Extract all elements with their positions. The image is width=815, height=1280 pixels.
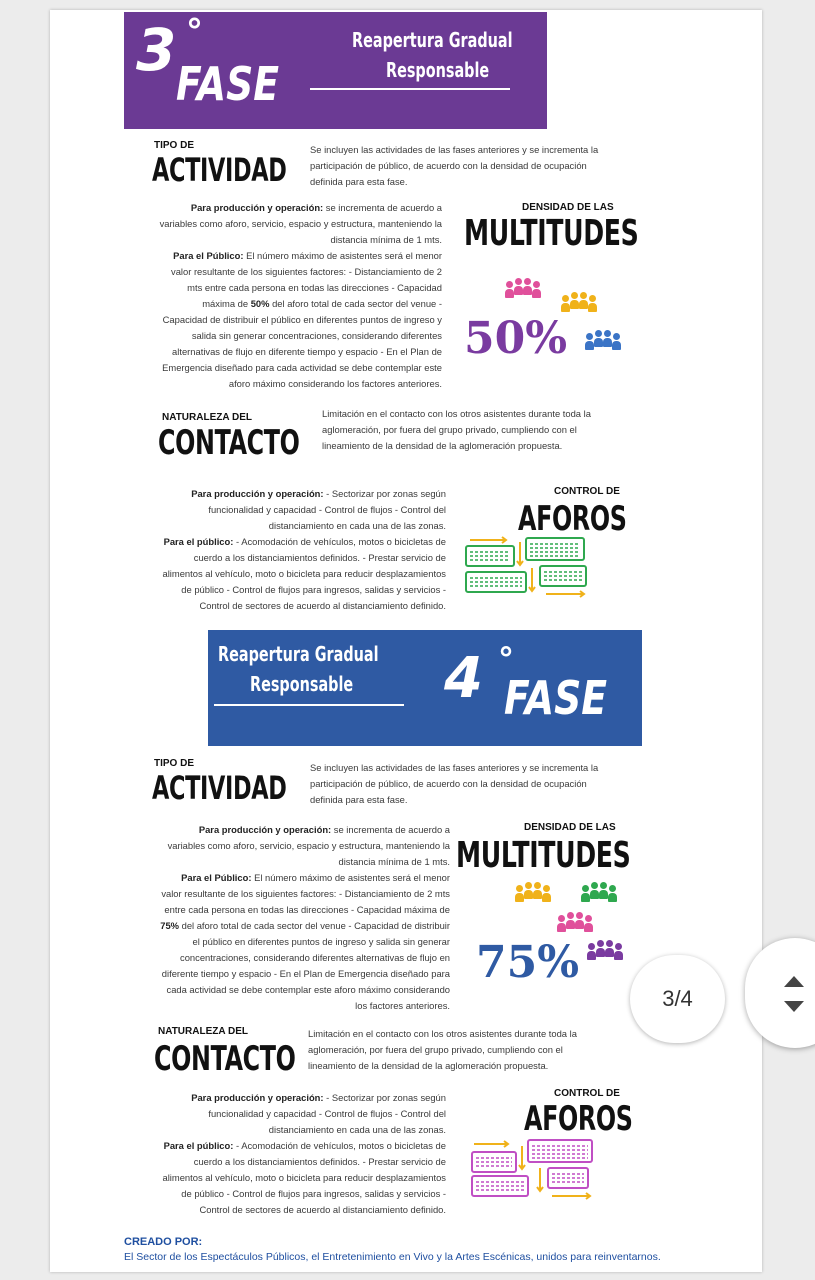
person-figure-icon [588,943,595,960]
phase4-publico-text-b: del aforo total de cada sector del venue - Capacidad de distribuir el público en diferentes puntos de ingreso y salida sin generar concentraciones, considerando diferentes alternativas de flujo en diferente tiempo y espacio - En el Plan de Emergencia diseñado para cada actividad se debe contemplar este aforo máximo considerando los factores anteriores. [161,920,450,1011]
phase3-control-paragraph [156,486,446,614]
person-figure-icon [606,940,613,957]
phase3-produccion-label: Para producción y operación: [190,202,324,213]
phase3-banner [124,12,547,129]
phase4-control-pub-label: Para el público: [163,1140,234,1151]
phase4-publico-pct: 75% [160,920,179,931]
phase3-control-pub-text: - Acomodación de vehículos, motos o bicicletas de cuerdo a los distanciamientos definidos. - Prestar servicio de alimentos al vehículo, moto o bicicleta para reducir desplazamientos de público - Control de flujos para ingresos, salidas y servicios - Control de sectores de acuerdo al distanciamiento definido. [162,536,446,611]
person-figure-icon [515,278,522,295]
phase3-degree: ° [186,12,203,52]
phase4-banner [208,630,642,746]
person-figure-icon [567,912,574,929]
person-figure-icon [562,295,569,312]
phase3-control-big: AFOROS [518,499,627,539]
person-figure-icon [595,330,602,347]
phase4-number: 4 [444,646,483,711]
person-figure-icon [576,912,583,929]
phase3-control-prod-label: Para producción y operación: [191,488,324,499]
person-figure-icon [525,882,532,899]
phase3-control-prod-text: - Sectorizar por zonas según funcionalidad y capacidad - Control de flujos - Control del distanciamiento en cada una de las zonas. [208,488,446,531]
person-figure-icon [591,882,598,899]
phase4-produccion-paragraph [160,822,450,1014]
phase3-densidad-big: MULTITUDES [464,213,639,254]
person-figure-icon [506,281,513,298]
phase3-title-underline [310,88,510,90]
person-figure-icon [524,278,531,295]
phase4-control-big: AFOROS [524,1099,633,1139]
phase3-naturaleza-big: CONTACTO [158,423,300,463]
phase3-publico-label: Para el Público: [173,250,244,261]
scroll-up-arrow-icon [783,974,805,988]
phase3-control-pub-label: Para el público: [163,536,234,547]
phase3-people-blue-icon [584,330,630,352]
phase3-title-line1: Reapertura Gradual [352,28,513,52]
phase4-title-line1: Reapertura Gradual [218,642,379,666]
phase4-title-underline [214,704,404,706]
person-figure-icon [516,885,523,902]
footer-created-text: El Sector de los Espectáculos Públicos, el Entretenimiento en Vivo y la Artes Escénicas, unidos para reinventarnos. [124,1251,661,1263]
phase3-title-line2: Responsable [386,58,490,82]
person-figure-icon [604,330,611,347]
person-figure-icon [533,281,540,298]
person-figure-icon [597,940,604,957]
phase4-naturaleza-desc: Limitación en el contacto con los otros asistentes durante toda la aglomeración, por fuera del grupo privado, cumpliendo con el lineamiento de la densidad de la aglomeración propuesta. [308,1028,577,1071]
page-indicator [630,955,725,1043]
phase4-produccion-label: Para producción y operación: [198,824,332,835]
phase4-densidad-big: MULTITUDES [456,835,631,876]
person-figure-icon [613,333,620,350]
person-figure-icon [534,882,541,899]
person-figure-icon [589,295,596,312]
phase3-control-small: CONTROL DE [554,486,620,497]
person-figure-icon [586,333,593,350]
phase4-title-line2: Responsable [250,672,354,696]
phase4-tipo-big: ACTIVIDAD [152,769,287,807]
phase3-naturaleza-small: NATURALEZA DEL [162,412,252,423]
person-figure-icon [585,915,592,932]
phase3-densidad-small: DENSIDAD DE LAS [522,202,614,213]
person-figure-icon [609,885,616,902]
phase4-densidad-small: DENSIDAD DE LAS [524,822,616,833]
phase3-publico-text-b: del aforo total de cada sector del venue - Capacidad de distribuir el público en diferentes puntos de ingreso y salida sin generar concentraciones, considerando diferentes alternativas de flujo en diferente tiempo y espacio - En el Plan de Emergencia diseñado para cada actividad se debe contemplar este aforo máximo considerando los factores anteriores. [162,298,442,389]
person-figure-icon [600,882,607,899]
person-figure-icon [543,885,550,902]
phase4-aforos-icon [470,1138,596,1200]
phase4-people-pink-icon [556,912,596,934]
document-page [50,10,762,1272]
phase3-tipo-small: TIPO DE [154,140,195,151]
phase3-fase-word: FASE [176,57,280,111]
phase4-naturaleza-big: CONTACTO [154,1039,296,1079]
person-figure-icon [571,292,578,309]
page-indicator-text: 3/4 [662,986,693,1011]
phase4-control-prod-text: - Sectorizar por zonas según funcionalidad y capacidad - Control de flujos - Control del distanciamiento en cada una de las zonas. [208,1092,446,1135]
person-figure-icon [582,885,589,902]
phase4-publico-label: Para el Público: [181,872,252,883]
phase3-tipo-desc: Se incluyen las actividades de las fases anteriores y se incrementa la participación de público, de acuerdo con la densidad de ocupación definida para esta fase. [310,144,599,187]
phase4-tipo-small: TIPO DE [154,758,195,769]
phase4-people-yellow-icon [514,882,554,904]
phase3-produccion-text: se incrementa de acuerdo a variables como aforo, servicio, espacio y estructura, manteniendo la distancia mínima de 1 mts. [159,202,442,245]
phase3-aforos-icon [464,536,590,598]
phase3-publico-text-a: El número máximo de asistentes será el menor valor resultante de los siguientes factores: - Distanciamiento de 2 mts entre cada persona en todas las direcciones - Capacidad máxima de [171,250,442,309]
phase3-produccion-paragraph [156,200,442,392]
phase3-number: 3 [136,16,177,84]
phase4-fase-word: FASE [504,671,608,725]
phase4-control-paragraph [156,1090,446,1218]
person-figure-icon [615,943,622,960]
phase3-people-yellow-icon [560,292,600,314]
phase3-percent: 50% [464,313,568,364]
phase4-naturaleza-small: NATURALEZA DEL [158,1026,248,1037]
scroll-down-arrow-icon [783,1000,805,1014]
phase4-percent: 75% [476,937,580,988]
phase4-people-purple-icon [586,940,626,962]
person-figure-icon [580,292,587,309]
phase4-tipo-desc: Se incluyen las actividades de las fases anteriores y se incrementa la participación de público, de acuerdo con la densidad de ocupación definida para esta fase. [310,762,599,805]
phase3-tipo-big: ACTIVIDAD [152,151,287,189]
footer-created-label: CREADO POR: [124,1236,203,1248]
phase4-control-small: CONTROL DE [554,1088,620,1099]
phase3-publico-pct: 50% [250,298,270,309]
phase3-naturaleza-desc: Limitación en el contacto con los otros asistentes durante toda la aglomeración, por fuera del grupo privado, cumpliendo con el lineamiento de la densidad de la aglomeración propuesta. [322,408,591,451]
phase4-publico-text-a: El número máximo de asistentes será el menor valor resultante de los siguientes factores: - Distanciamiento de 2 mts entre cada persona en todas las direcciones - Capacidad máxima de [161,872,450,915]
phase4-people-green-icon [580,882,620,904]
phase4-degree: ° [498,640,514,678]
phase3-people-pink-icon [504,278,544,300]
person-figure-icon [558,915,565,932]
phase4-control-prod-label: Para producción y operación: [191,1092,324,1103]
phase4-control-pub-text: - Acomodación de vehículos, motos o bicicletas de cuerdo a los distanciamientos definidos. - Prestar servicio de alimentos al vehículo, moto o bicicleta para reducir desplazamientos de público - Control de flujos para ingresos, salidas y servicios - Control de sectores de acuerdo al distanciamiento definido. [162,1140,446,1215]
phase4-produccion-text: se incrementa de acuerdo a variables como aforo, servicio, espacio y estructura, manteniendo la distancia mínima de 1 mts. [167,824,450,867]
